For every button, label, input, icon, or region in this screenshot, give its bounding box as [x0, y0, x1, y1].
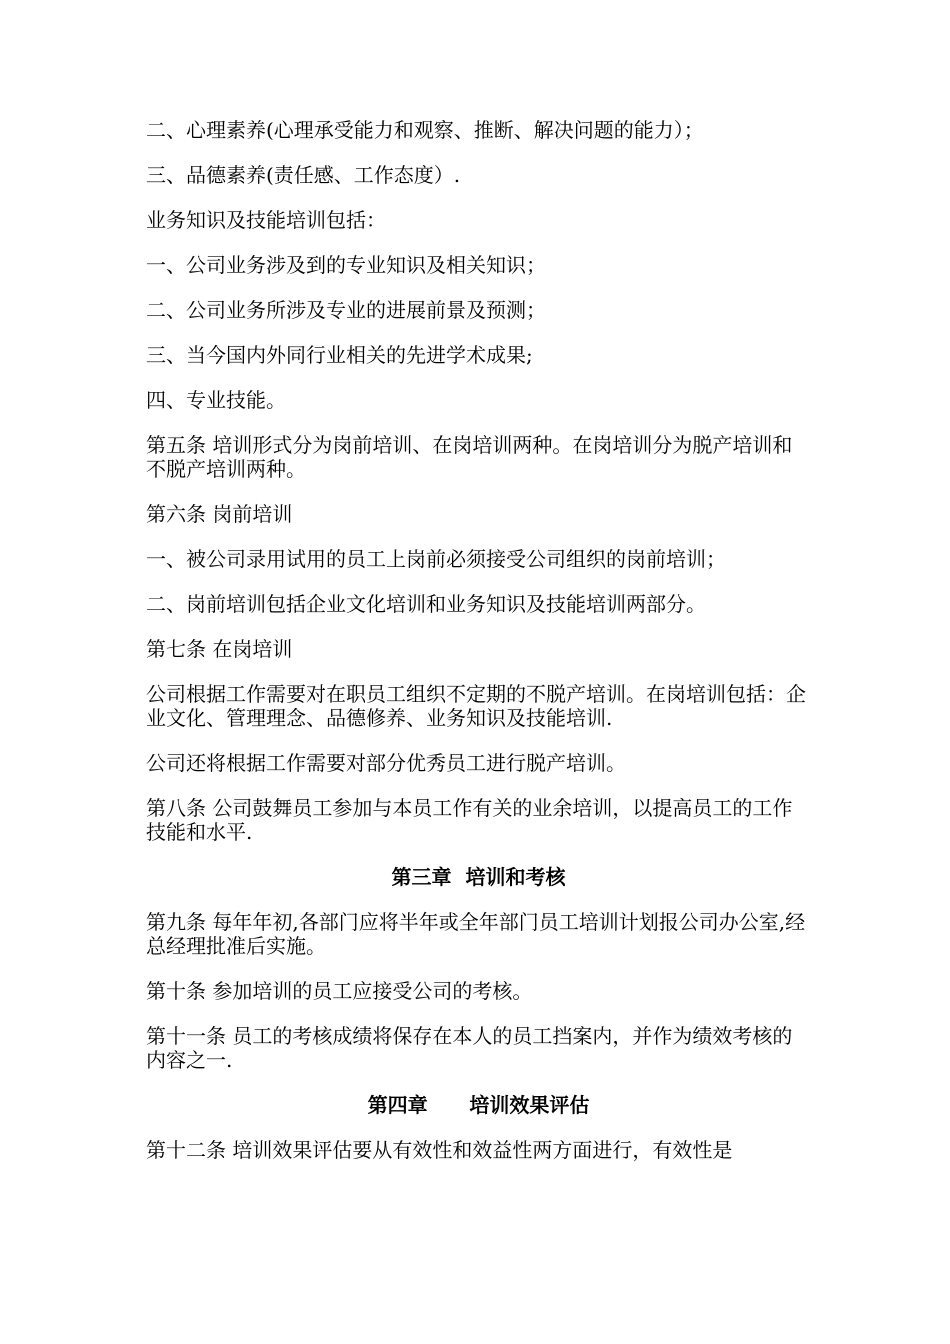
article-8: 第八条 公司鼓舞员工参加与本员工作有关的业余培训，以提高员工的工作技能和水平.	[146, 796, 793, 844]
article-10: 第十条 参加培训的员工应接受公司的考核。	[146, 979, 533, 1003]
paragraph-psychological-quality: 二、心理素养(心理承受能力和观察、推断、解决问题的能力）；	[146, 118, 704, 142]
article-7-title: 第七条 在岗培训	[146, 637, 293, 661]
paragraph-advanced-achievements: 三、当今国内外同行业相关的先进学术成果;	[146, 343, 533, 367]
article-5-training-forms: 第五条 培训形式分为岗前培训、在岗培训两种。在岗培训分为脱产培训和不脱产培训两种。	[146, 433, 793, 481]
paragraph-development-prospects: 二、公司业务所涉及专业的进展前景及预测；	[146, 298, 546, 322]
article-9: 第九条 每年年初,各部门应将半年或全年部门员工培训计划报公司办公室,经总经理批准后实施。	[146, 910, 806, 958]
article-11: 第十一条 员工的考核成绩将保存在本人的员工挡案内，并作为绩效考核的内容之一.	[146, 1024, 793, 1072]
paragraph-professional-knowledge: 一、公司业务涉及到的专业知识及相关知识；	[146, 253, 546, 277]
document-page	[146, 118, 811, 1183]
paragraph-business-skills-intro: 业务知识及技能培训包括：	[146, 208, 386, 232]
paragraph-pre-job-content: 二、岗前培训包括企业文化培训和业务知识及技能培训两部分。	[146, 592, 706, 616]
paragraph-professional-skills: 四、专业技能。	[146, 388, 286, 412]
chapter-3-heading: 第三章 培训和考核	[391, 865, 566, 889]
paragraph-moral-quality: 三、品德素养(责任感、工作态度）.	[146, 163, 461, 187]
article-6-title: 第六条 岗前培训	[146, 502, 293, 526]
chapter-4-heading: 第四章 培训效果评估	[367, 1093, 590, 1117]
paragraph-on-job-training: 公司根据工作需要对在职员工组织不定期的不脱产培训。在岗培训包括：企业文化、管理理念、品德修养、业务知识及技能培训.	[146, 682, 806, 730]
article-12: 第十二条 培训效果评估要从有效性和效益性两方面进行，有效性是	[146, 1138, 733, 1162]
paragraph-off-job-training: 公司还将根据工作需要对部分优秀员工进行脱产培训。	[146, 751, 626, 775]
paragraph-pre-job-required: 一、被公司录用试用的员工上岗前必须接受公司组织的岗前培训；	[146, 547, 726, 571]
